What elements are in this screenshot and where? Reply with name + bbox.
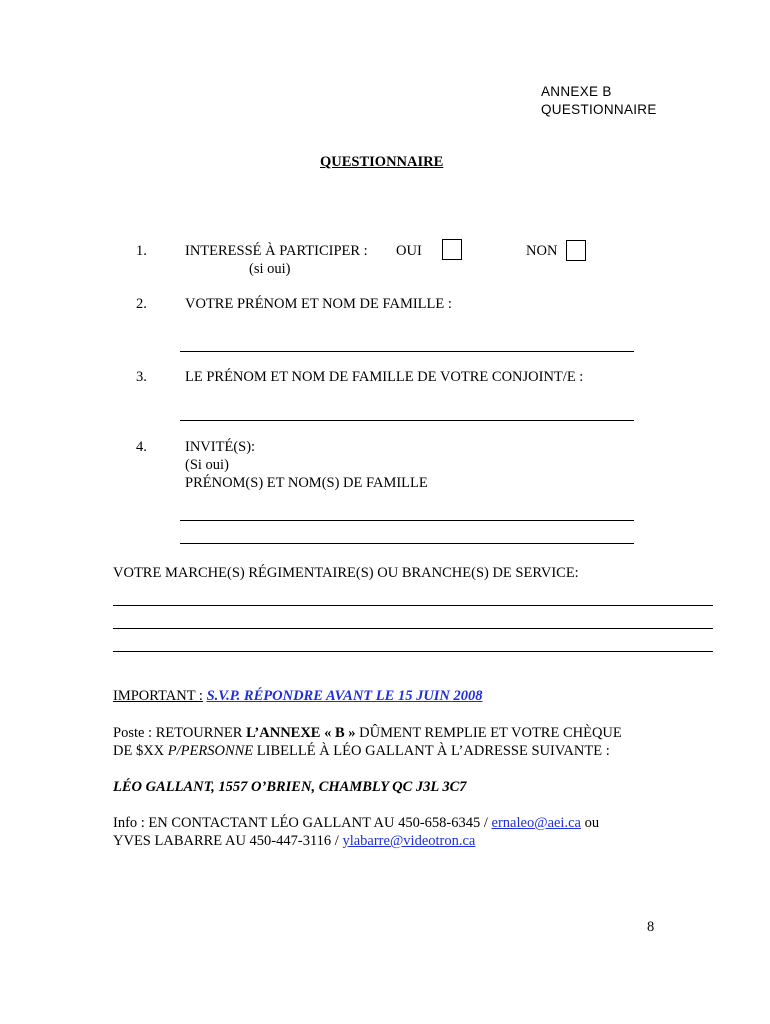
email-link-2[interactable]: ylabarre@videotron.ca xyxy=(342,833,476,849)
mailing-address: LÉO GALLANT, 1557 O’BRIEN, CHAMBLY QC J3L 3C7 xyxy=(113,779,467,795)
deadline-text: S.V.P. RÉPONDRE AVANT LE 15 JUIN 2008 xyxy=(206,688,483,704)
question-4-sublabel: PRÉNOM(S) ET NOM(S) DE FAMILLE xyxy=(185,475,428,491)
non-checkbox[interactable] xyxy=(566,240,586,261)
payee-text: LIBELLÉ À LÉO GALLANT À L’ADRESSE SUIVANTE : xyxy=(253,743,610,759)
info-line-2 xyxy=(113,833,475,850)
important-label: IMPORTANT : xyxy=(113,688,203,704)
question-2-number: 2. xyxy=(136,296,147,312)
question-1-label: INTERESSÉ À PARTICIPER : xyxy=(185,243,368,259)
price-prefix: DE $XX xyxy=(113,743,168,759)
question-3-number: 3. xyxy=(136,369,147,385)
question-1-note: (si oui) xyxy=(249,261,291,277)
non-label: NON xyxy=(526,243,558,259)
question-3-label: LE PRÉNOM ET NOM DE FAMILLE DE VOTRE CONJOINT/E : xyxy=(185,369,584,385)
annex-subtitle: QUESTIONNAIRE xyxy=(541,102,657,117)
oui-label: OUI xyxy=(396,243,422,259)
annex-reference: L’ANNEXE « B » xyxy=(246,725,356,741)
page-title: QUESTIONNAIRE xyxy=(320,154,444,170)
annex-label: ANNEXE B xyxy=(541,84,612,99)
guest-answer-line-2[interactable] xyxy=(180,543,634,544)
important-line xyxy=(113,688,483,705)
question-1-number: 1. xyxy=(136,243,147,259)
poste-suffix: DÛMENT REMPLIE ET VOTRE CHÈQUE xyxy=(355,725,622,741)
email-link-1[interactable]: ernaleo@aei.ca xyxy=(491,815,581,831)
question-4-number: 4. xyxy=(136,439,147,455)
question-4-label: INVITÉ(S): xyxy=(185,439,256,455)
question-2-label: VOTRE PRÉNOM ET NOM DE FAMILLE : xyxy=(185,296,452,312)
info-line-1 xyxy=(113,815,599,832)
service-answer-line-3[interactable] xyxy=(113,651,713,652)
spouse-answer-line[interactable] xyxy=(180,420,634,421)
page-number: 8 xyxy=(647,919,655,935)
name-answer-line[interactable] xyxy=(180,351,634,352)
info-contact-1: Info : EN CONTACTANT LÉO GALLANT AU 450-658-6345 / xyxy=(113,815,492,831)
service-answer-line-2[interactable] xyxy=(113,628,713,629)
oui-checkbox[interactable] xyxy=(442,239,462,260)
info-or: ou xyxy=(580,815,600,831)
service-answer-line-1[interactable] xyxy=(113,605,713,606)
poste-prefix: Poste : RETOURNER xyxy=(113,725,247,741)
service-label: VOTRE MARCHE(S) RÉGIMENTAIRE(S) OU BRANCHE(S) DE SERVICE: xyxy=(113,565,579,581)
info-contact-2: YVES LABARRE AU 450-447-3116 / xyxy=(113,833,343,849)
poste-line-1 xyxy=(113,725,622,742)
per-person: P/PERSONNE xyxy=(167,743,254,759)
poste-line-2 xyxy=(113,743,610,760)
question-4-note: (Si oui) xyxy=(185,457,229,473)
guest-answer-line-1[interactable] xyxy=(180,520,634,521)
